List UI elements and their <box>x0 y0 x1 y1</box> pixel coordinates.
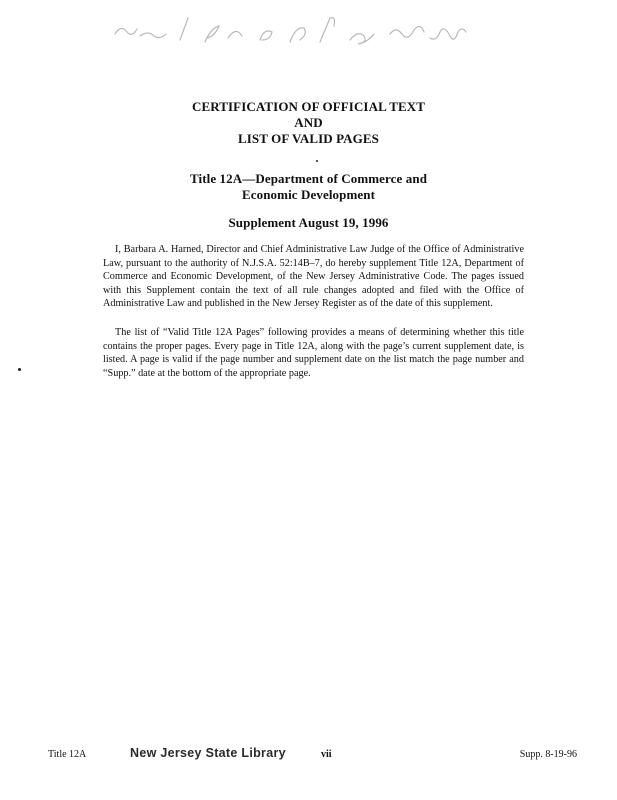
valid-pages-paragraph: The list of “Valid Title 12A Pages” following provides a means of determining whether this title contains the proper pages. Every page in Title 12A, along with the page’s current supplement date, is listed. A page is valid if the page number and supplement date on the list match the page number and “Supp.” date at the bottom of the appropriate page. <box>103 327 524 379</box>
footer-title: Title 12A <box>48 749 87 760</box>
library-stamp: New Jersey State Library <box>130 746 286 760</box>
title-heading-line2: Economic Development <box>241 187 376 202</box>
supplement-date-heading: Supplement August 19, 1996 <box>228 215 389 230</box>
footer-page-number: vii <box>321 749 332 760</box>
footer-supp-date: Supp. 8-19-96 <box>519 749 577 760</box>
title-heading <box>0 171 617 203</box>
scan-speck <box>316 160 318 162</box>
certification-paragraph: I, Barbara A. Harned, Director and Chief Administrative Law Judge of the Office of Administrative Law, pursuant to the authority of N.J.S.A. 52:14B–7, do hereby supplement Title 12A, Department of Commerce and Economic Development, of the New Jersey Administrative Code. The pages issued with this Supplement contain the text of all rule changes adopted and filed with the Office of Administrative Law and published in the New Jersey Register as of the date of this supplement. <box>103 244 524 310</box>
certification-heading-line1: CERTIFICATION OF OFFICIAL TEXT <box>191 99 426 114</box>
scan-speck <box>18 368 21 371</box>
certification-heading-line3: LIST OF VALID PAGES <box>238 131 379 146</box>
title-heading-line1: Title 12A—Department of Commerce and <box>189 171 428 186</box>
handwritten-note-scribble <box>110 12 500 52</box>
certification-heading-line2: AND <box>294 115 323 130</box>
certification-heading <box>0 99 617 147</box>
